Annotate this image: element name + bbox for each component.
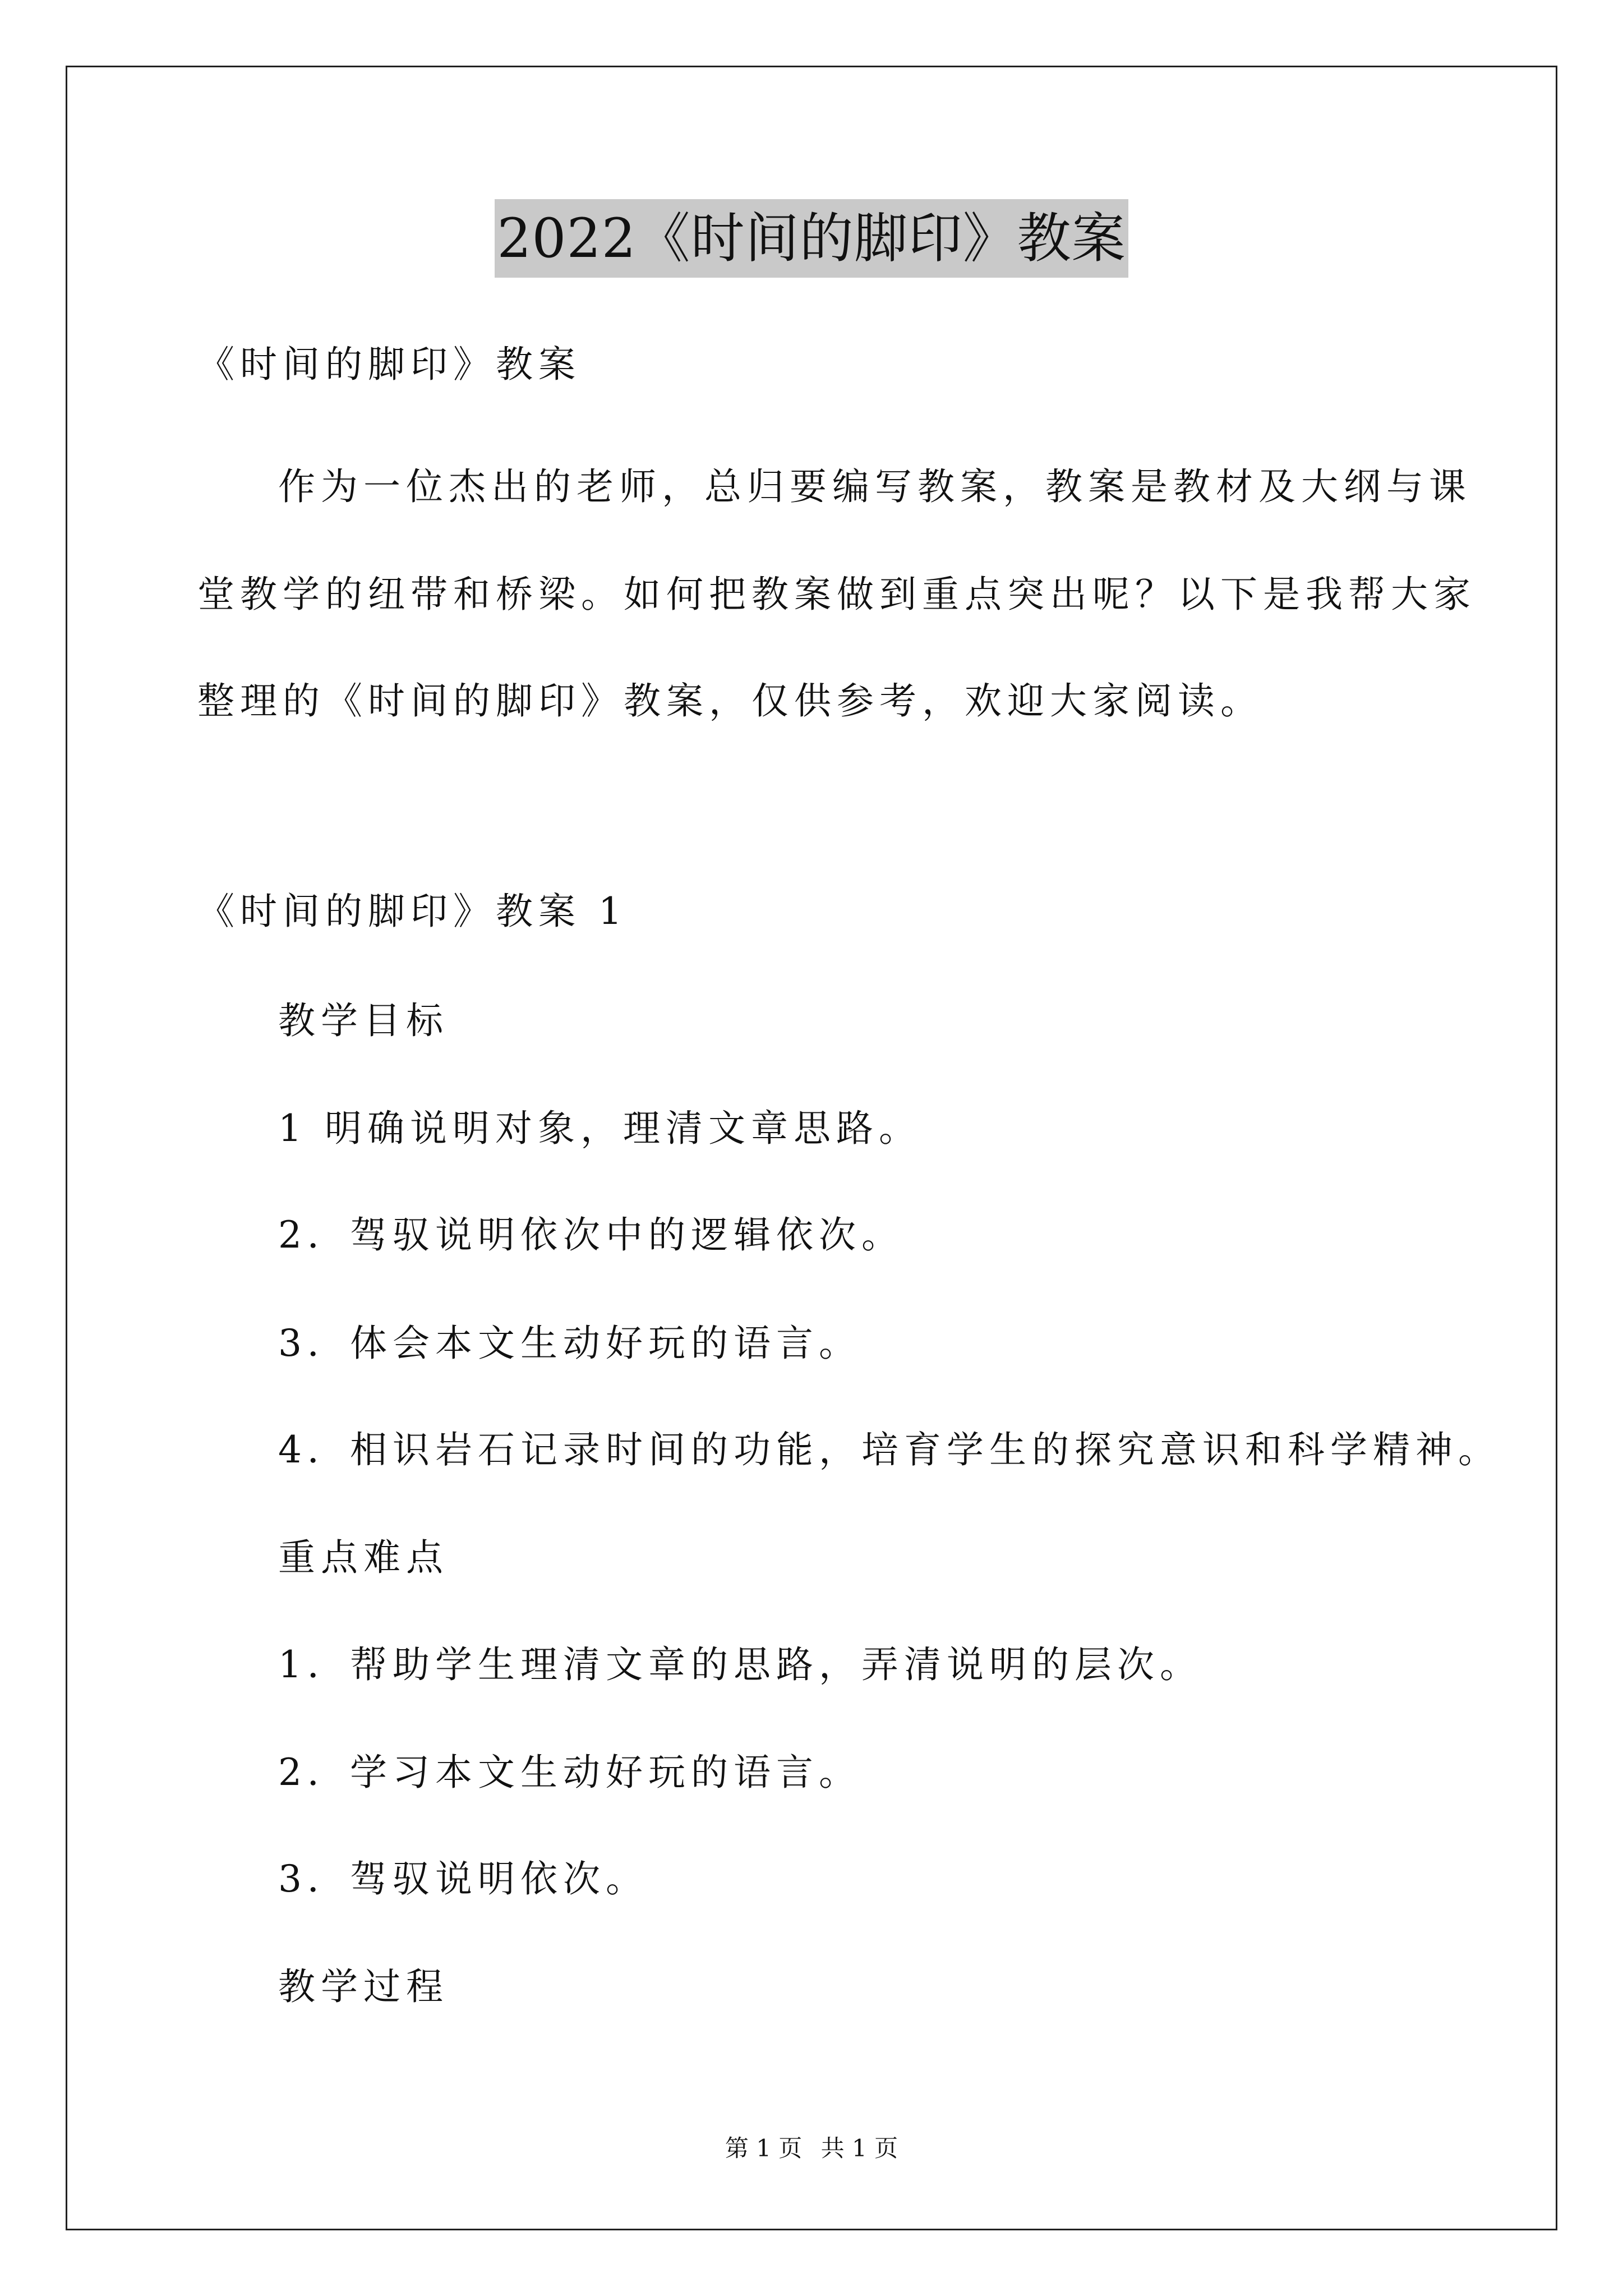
goal-item-4: 4．相识岩石记录时间的功能，培育学生的探究意识和科学精神。 — [278, 1428, 1501, 1471]
goal-item-2: 2．驾驭说明依次中的逻辑依次。 — [278, 1213, 904, 1257]
intro-line-2: 堂教学的纽带和桥梁。如何把教案做到重点突出呢？以下是我帮大家 — [197, 573, 1476, 616]
page-footer — [0, 2132, 1623, 2165]
key-point-item-1: 1．帮助学生理清文章的思路，弄清说明的层次。 — [278, 1643, 1202, 1686]
key-point-item-2: 2．学习本文生动好玩的语言。 — [278, 1751, 861, 1794]
page-number-current: 第 1 页 — [725, 2134, 803, 2162]
section-heading: 《时间的脚印》教案 1 — [197, 890, 628, 933]
document-subtitle: 《时间的脚印》教案 — [197, 343, 581, 386]
heading-key-points: 重点难点 — [278, 1536, 449, 1579]
page-number-total: 共 1 页 — [820, 2134, 898, 2162]
goal-item-1: 1 明确说明对象，理清文章思路。 — [278, 1107, 921, 1150]
document-title: 2022《时间的脚印》教案 — [495, 199, 1128, 278]
intro-line-1: 作为一位杰出的老师，总归要编写教案，教案是教材及大纲与课 — [278, 465, 1472, 508]
key-point-item-3: 3．驾驭说明依次。 — [278, 1857, 648, 1901]
title-container — [0, 199, 1623, 278]
goal-item-3: 3．体会本文生动好玩的语言。 — [278, 1322, 861, 1365]
heading-teaching-goals: 教学目标 — [278, 999, 449, 1042]
intro-line-3: 整理的《时间的脚印》教案，仅供参考，欢迎大家阅读。 — [197, 679, 1263, 723]
heading-teaching-process: 教学过程 — [278, 1965, 449, 2008]
